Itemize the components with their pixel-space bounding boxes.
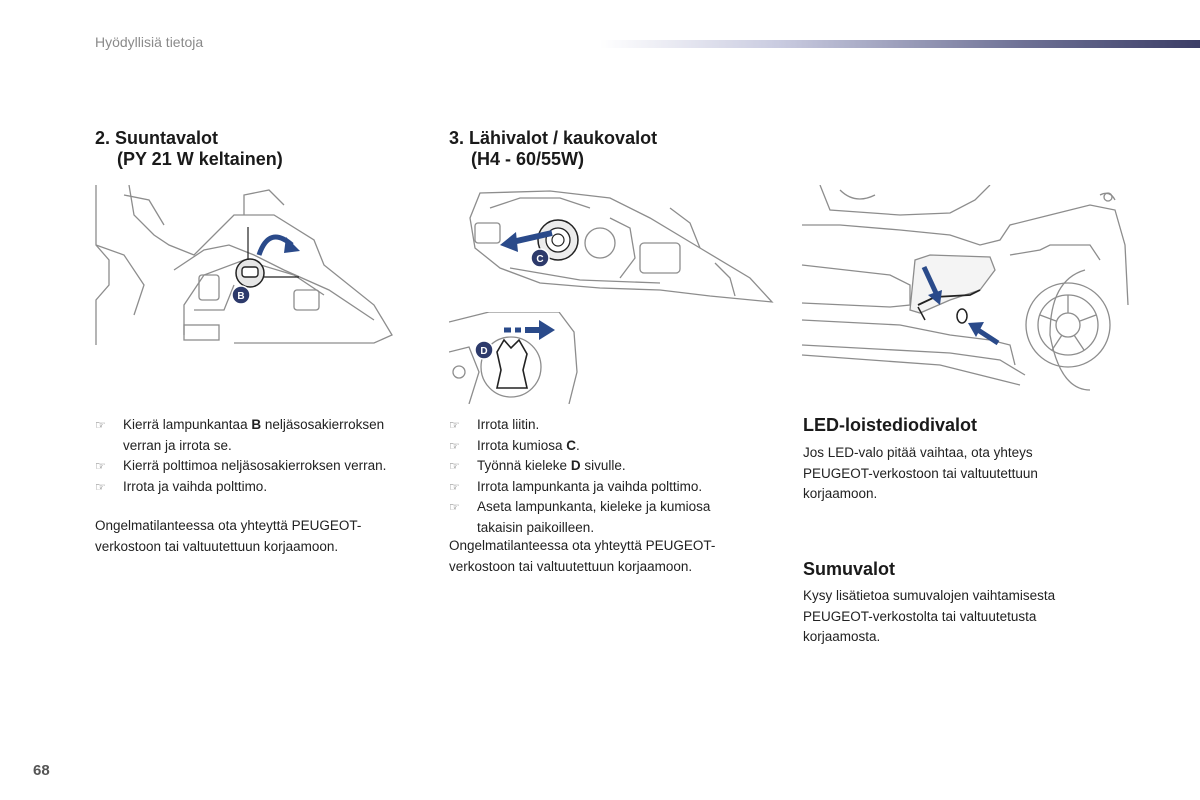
section2-title-line1: 2. Suuntavalot <box>95 128 219 148</box>
fog-lamp-lens <box>957 309 967 323</box>
section3-title-line1: 3. Lähivalot / kaukovalot <box>449 128 658 148</box>
section3-steps <box>449 415 759 538</box>
section3-step: ☞ Irrota lampunkanta ja vaihda polttimo. <box>449 477 759 498</box>
callout-d-label: D <box>480 346 488 357</box>
callout-b-label: B <box>237 291 245 302</box>
callout-c-label: C <box>536 254 544 265</box>
section2-step: ☞ Kierrä lampunkantaa B neljäsosakierroksen verran ja irrota se. <box>95 417 385 453</box>
header-bar <box>600 40 1200 48</box>
bullet-hand-icon: ☞ <box>449 459 460 473</box>
section3-step: ☞ Irrota liitin. <box>449 415 759 436</box>
bullet-hand-icon: ☞ <box>449 500 460 514</box>
section2-steps <box>95 415 405 497</box>
section2-title-line2: (PY 21 W keltainen) <box>117 149 283 169</box>
headlamp-illustration <box>460 188 776 306</box>
page-number: 68 <box>33 762 50 779</box>
indicator-lamp-illustration <box>94 185 394 345</box>
section2-note: Ongelmatilanteessa ota yhteyttä PEUGEOT-verkostoon tai valtuutettuun korjaamoon. <box>95 518 362 554</box>
fog-title: Sumuvalot <box>803 559 896 579</box>
section3-title <box>449 128 657 170</box>
bullet-hand-icon: ☞ <box>95 418 106 432</box>
section3-step: ☞ Irrota kumiosa C. <box>449 436 759 457</box>
led-arrow-icon <box>978 330 998 343</box>
spring-clip-d <box>497 340 527 388</box>
section3-note: Ongelmatilanteessa ota yhteyttä PEUGEOT-verkostoon tai valtuutettuun korjaamoon. <box>449 538 716 574</box>
led-text: Jos LED-valo pitää vaihtaa, ota yhteys PEUGEOT-verkostoon tai valtuutettuun korjaamoon. <box>803 445 1038 501</box>
bullet-hand-icon: ☞ <box>95 459 106 473</box>
section3-title-line2: (H4 - 60/55W) <box>471 149 585 169</box>
section3-step: ☞ Aseta lampunkanta, kieleke ja kumiosa takaisin paikoilleen. <box>449 499 711 535</box>
section3-step: ☞ Työnnä kieleke D sivulle. <box>449 456 759 477</box>
bullet-hand-icon: ☞ <box>449 438 460 453</box>
section2-title <box>95 128 283 170</box>
car-front-illustration <box>800 185 1132 395</box>
led-title: LED-loistediodivalot <box>803 415 978 435</box>
section2-step: ☞ Kierrä polttimoa neljäsosakierroksen verran. <box>95 456 405 477</box>
section2-step: ☞ Irrota ja vaihda polttimo. <box>95 477 405 498</box>
fog-text: Kysy lisätietoa sumuvalojen vaihtamisesta PEUGEOT-verkostolta tai valtuutetusta korjaamosta. <box>803 588 1056 644</box>
bullet-hand-icon: ☞ <box>95 479 106 494</box>
bullet-hand-icon: ☞ <box>449 479 460 494</box>
bulb-clip-illustration <box>449 312 579 404</box>
bullet-hand-icon: ☞ <box>449 418 460 432</box>
header-title: Hyödyllisiä tietoja <box>95 34 204 50</box>
